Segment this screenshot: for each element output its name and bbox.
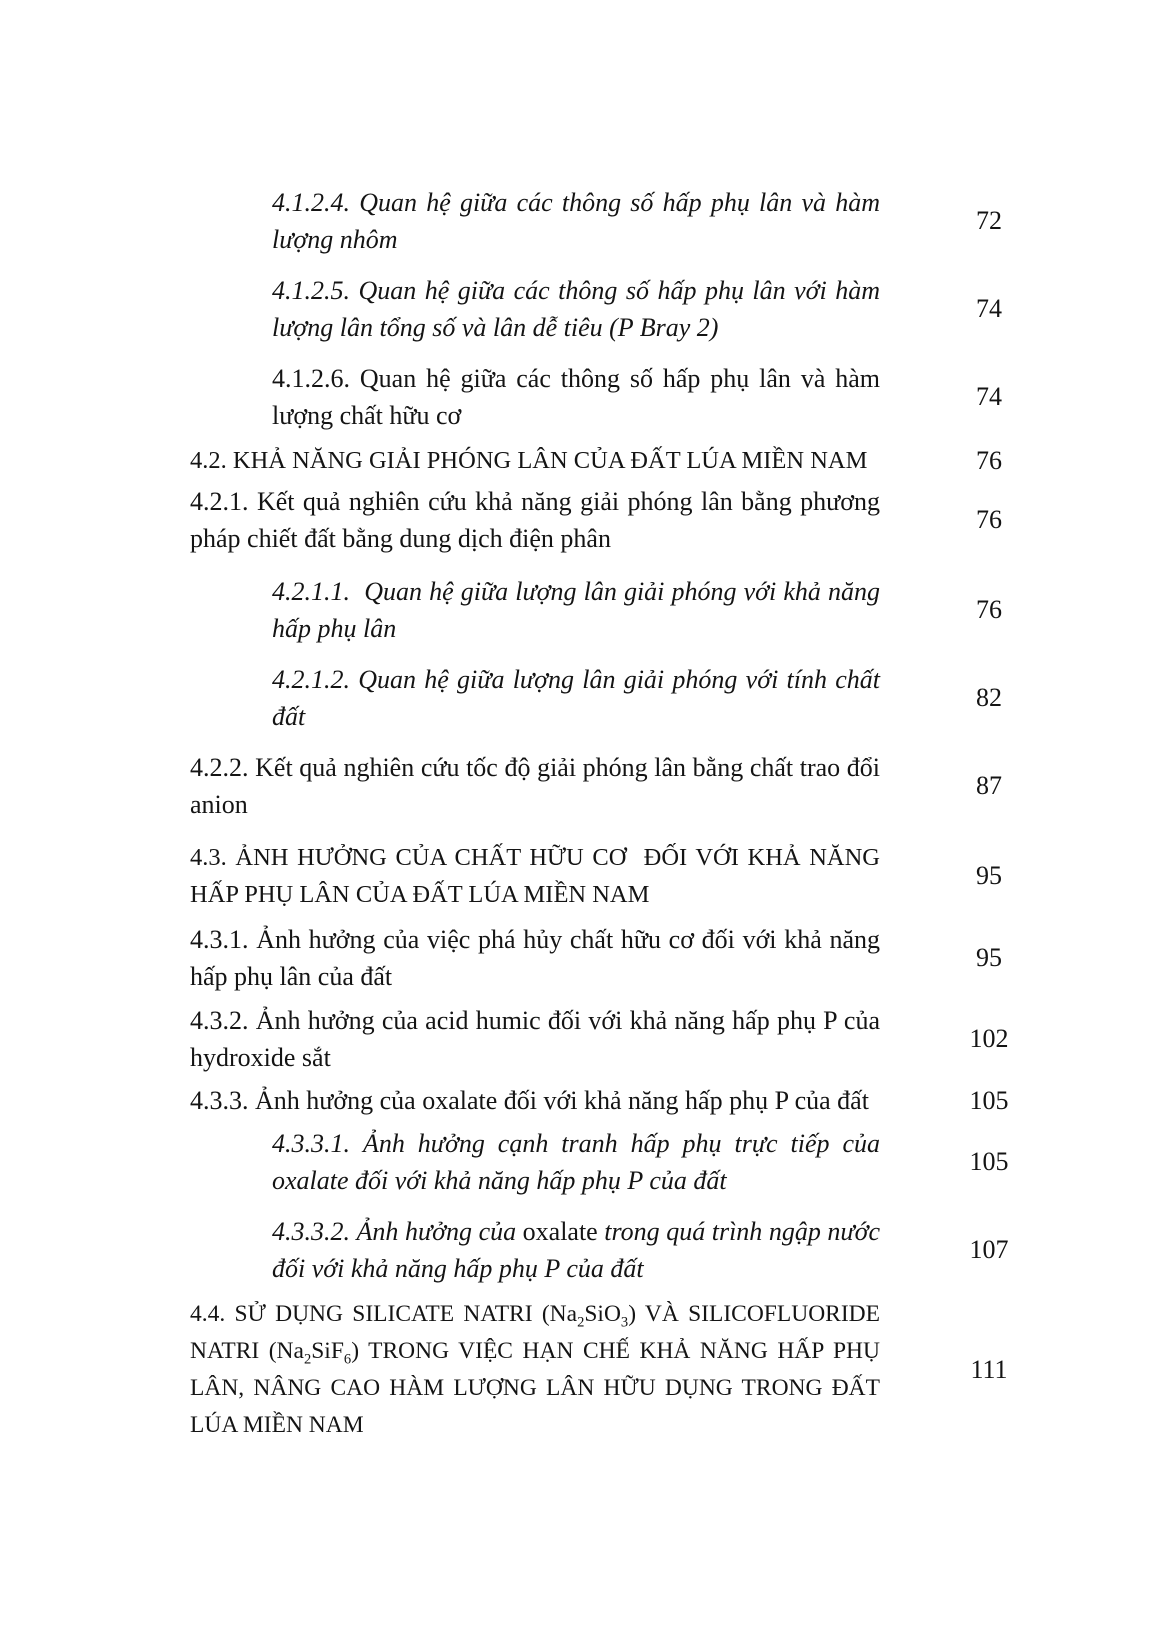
entry-text: 4.2.2. Kết quả nghiên cứu tốc độ giải phóng lân bằng chất trao đổi anion (190, 753, 881, 819)
entry-page-number: 82 (976, 683, 1002, 712)
toc-entry (190, 1125, 1098, 1199)
entry-text: 4.4. SỬ DỤNG SILICATE NATRI $(Na_2SiO_3)$ VÀ SILICOFLUORIDE NATRI $(Na_2SiF_6)$ TRONG VIỆC HẠN CHẾ KHẢ NĂNG HẤP PHỤ LÂN, NÂNG CAO HÀM LƯỢNG LÂN HỮU DỤNG TRONG ĐẤT LÚA MIỀN NAM (190, 1301, 881, 1438)
entry-number: 4.2.1.2. (272, 665, 350, 694)
entry-page-number: 74 (976, 294, 1002, 323)
toc-entry (190, 839, 1098, 913)
entry-page-number: 105 (969, 1147, 1009, 1176)
entry-number: 4.2.1. (190, 487, 249, 516)
entry-text: 4.3.2. Ảnh hưởng của acid humic đối với khả năng hấp phụ P của hydroxide sắt (190, 1006, 881, 1072)
entry-text: 4.2.1.2. Quan hệ giữa lượng lân giải phóng với tính chất đất (272, 665, 880, 731)
toc-entry (190, 483, 1098, 557)
entry-page-number: 76 (976, 595, 1002, 624)
entry-page-number: 87 (976, 771, 1002, 800)
entry-text: 4.2. KHẢ NĂNG GIẢI PHÓNG LÂN CỦA ĐẤT LÚA MIỀN NAM (190, 447, 868, 474)
entry-page-number: 105 (969, 1085, 1009, 1115)
entry-page-number: 111 (970, 1355, 1008, 1384)
entry-number: 4.1.2.6. (272, 364, 350, 393)
entry-number: 4.3.1. (190, 925, 249, 954)
entry-page-number: 102 (969, 1024, 1009, 1053)
entry-number: 4.3.3.2. (272, 1217, 350, 1246)
toc-entry (190, 184, 1098, 258)
entry-number: 4.3.2. (190, 1006, 249, 1035)
entry-number: 4.2.1.1. (272, 577, 350, 606)
entry-text: 4.3.1. Ảnh hưởng của việc phá hủy chất hữu cơ đối với khả năng hấp phụ lân của đất (190, 925, 880, 991)
toc-entry (190, 1082, 1098, 1119)
toc-entry (190, 921, 1098, 995)
entry-number: 4.2. (190, 447, 227, 474)
entry-number: 4.3. (190, 844, 227, 871)
entry-text: 4.3.3.2. Ảnh hưởng của oxalate trong quá trình ngập nước đối với khả năng hấp phụ P của đất (272, 1217, 880, 1283)
toc-entry (190, 573, 1098, 647)
entry-page-number: 95 (976, 861, 1002, 890)
entry-text: 4.3.3. Ảnh hưởng của oxalate đối với khả năng hấp phụ P của đất (190, 1086, 869, 1115)
toc-entry (190, 272, 1098, 346)
entry-text: 4.2.1. Kết quả nghiên cứu khả năng giải phóng lân bằng phương pháp chiết đất bằng dung dịch điện phân (190, 487, 880, 553)
entry-page-number: 76 (976, 505, 1002, 534)
entry-page-number: 107 (969, 1235, 1009, 1264)
toc-entry (190, 1296, 1098, 1444)
entry-number: 4.1.2.4. (272, 188, 350, 217)
entry-text: 4.1.2.5. Quan hệ giữa các thông số hấp phụ lân với hàm lượng lân tổng số và lân dễ tiêu (P Bray 2) (272, 276, 880, 342)
toc-entry (190, 661, 1098, 735)
toc-entry (190, 1002, 1098, 1076)
entry-text: 4.2.1.1. Quan hệ giữa lượng lân giải phóng với khả năng hấp phụ lân (272, 577, 880, 643)
entry-page-number: 76 (976, 445, 1002, 475)
entry-number: 4.1.2.5. (272, 276, 350, 305)
toc-entry (190, 360, 1098, 434)
entry-number: 4.2.2. (190, 753, 249, 782)
toc-list (190, 184, 1098, 1444)
toc-entry (190, 442, 1098, 479)
toc-entry (190, 749, 1098, 823)
entry-number: 4.4. (190, 1301, 226, 1327)
entry-page-number: 74 (976, 382, 1002, 411)
toc-entry (190, 1213, 1098, 1287)
entry-page-number: 95 (976, 943, 1002, 972)
entry-text: 4.3. ẢNH HƯỞNG CỦA CHẤT HỮU CƠ ĐỐI VỚI KHẢ NĂNG HẤP PHỤ LÂN CỦA ĐẤT LÚA MIỀN NAM (190, 844, 880, 908)
entry-text: 4.1.2.4. Quan hệ giữa các thông số hấp phụ lân và hàm lượng nhôm (272, 188, 881, 254)
entry-text: 4.1.2.6. Quan hệ giữa các thông số hấp phụ lân và hàm lượng chất hữu cơ (272, 364, 881, 430)
entry-page-number: 72 (976, 206, 1002, 235)
entry-text: 4.3.3.1. Ảnh hưởng cạnh tranh hấp phụ trực tiếp của oxalate đối với khả năng hấp phụ P của đất (272, 1129, 880, 1195)
entry-number: 4.3.3. (190, 1086, 249, 1115)
entry-number: 4.3.3.1. (272, 1129, 350, 1158)
